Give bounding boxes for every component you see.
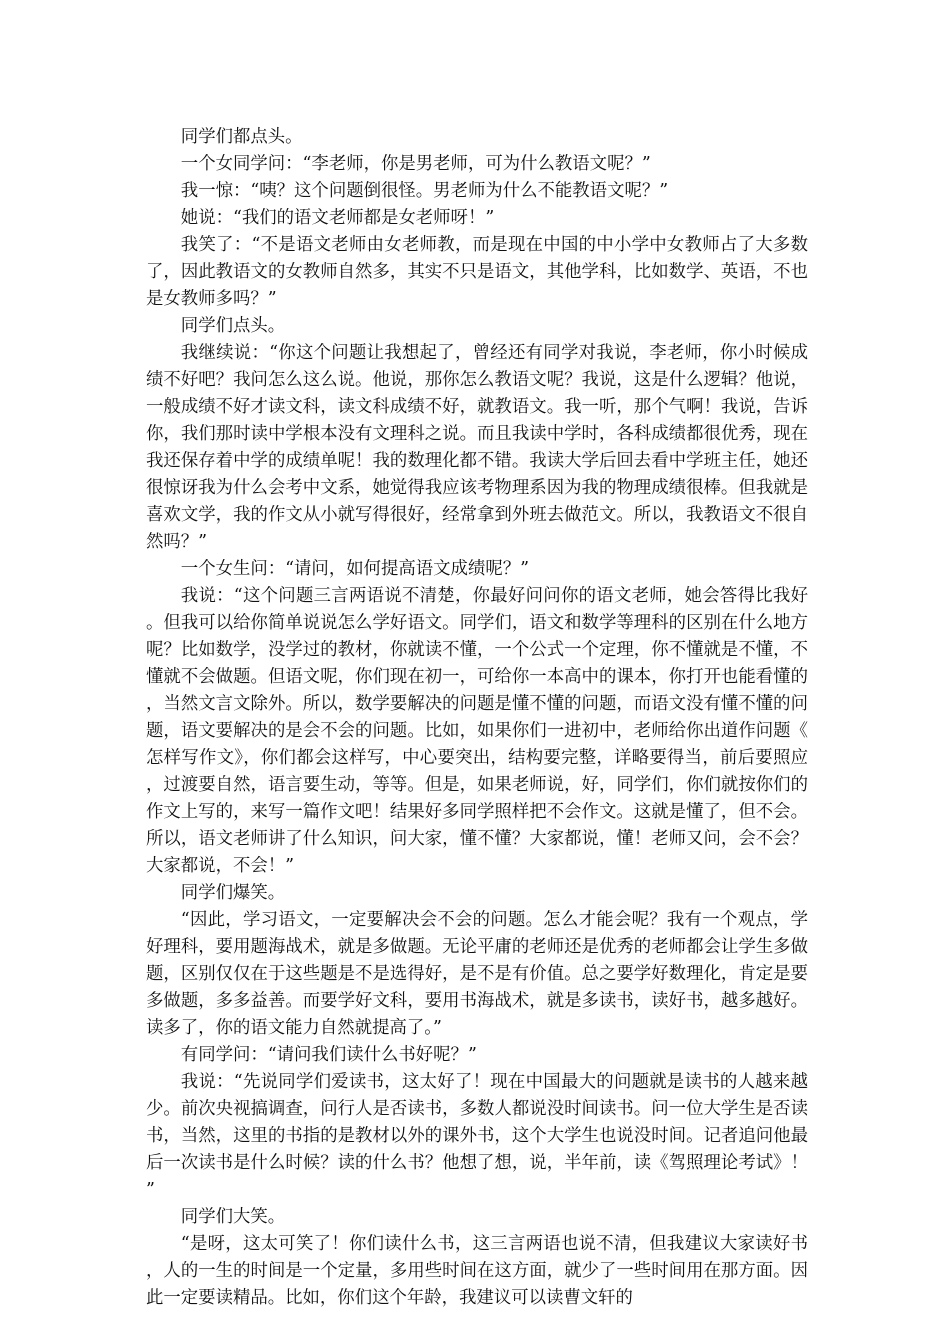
paragraph: “因此，学习语文，一定要解决会不会的问题。怎么才能会呢？我有一个观点，学好理科，要用题海战术，就是多做题。无论平庸的老师还是优秀的老师都会让学生多做题，区别仅仅在于这些题是不是选得好，是不是有价值。总之要学好数理化，肯定是要多做题，多多益善。而要学好文科，要用书海战术，就是多读书，读好书，越多越好。读多了，你的语文能力自然就提高了。” xyxy=(146,910,808,1038)
paragraph: 同学们点头。 xyxy=(180,316,286,336)
paragraph: 有同学问：“请问我们读什么书好呢？” xyxy=(180,1045,477,1065)
paragraph: 我一惊：“咦？这个问题倒很怪。男老师为什么不能教语文呢？” xyxy=(180,181,669,201)
paragraph: 我继续说：“你这个问题让我想起了，曾经还有同学对我说，李老师，你小时候成绩不好吧？我问怎么这么说。他说，那你怎么教语文呢？我说，这是什么逻辑？他说，一般成绩不好才读文科，读文科成绩不好，就教语文。我一听，那个气啊！我说，告诉你，我们那时读中学根本没有文理科之说。而且我读中学时，各科成绩都很优秀，现在我还保存着中学的成绩单呢！我的数理化都不错。我读大学后回去看中学班主任，她还很惊讶我为什么会考中文系，她觉得我应该考物理系因为我的物理成绩很棒。但我就是喜欢文学，我的作文从小就写得很好，经常拿到外班去做范文。所以，我教语文不很自然吗？” xyxy=(146,343,808,552)
paragraph: 同学们爆笑。 xyxy=(180,883,286,903)
paragraph: 我说：“这个问题三言两语说不清楚，你最好问问你的语文老师，她会答得比我好。但我可以给你简单说说怎么学好语文。同学们，语文和数学等理科的区别在什么地方呢？比如数学，没学过的教材，你就读不懂，一个公式一个定理，你不懂就是不懂，不懂就不会做题。但语文呢，你们现在初一，可给你一本高中的课本，你打开也能看懂的，当然文言文除外。所以，数学要解决的问题是懂不懂的问题，而语文没有懂不懂的问题，语文要解决的是会不会的问题。比如，如果你们一进初中，老师给你出道作问题《怎样写作文》，你们都会这样写，中心要突出，结构要完整，详略要得当，前后要照应，过渡要自然，语言要生动，等等。但是，如果老师说，好，同学们，你们就按你们的作文上写的，来写一篇作文吧！结果好多同学照样把不会作文。这就是懂了，但不会。所以，语文老师讲了什么知识，问大家，懂不懂？大家都说，懂！老师又问，会不会？大家都说，不会！” xyxy=(146,586,808,876)
paragraph: 同学们大笑。 xyxy=(180,1207,286,1227)
paragraph: 一个女生问：“请问，如何提高语文成绩呢？” xyxy=(180,559,530,579)
paragraph: 同学们都点头。 xyxy=(180,127,303,147)
paragraph: “是呀，这太可笑了！你们读什么书，这三言两语也说不清，但我建议大家读好书，人的一生的时间是一个定量，多用些时间在这方面，就少了一些时间用在那方面。因此一定要读精品。比如，你们这个年龄，我建议可以读曹文轩的 xyxy=(146,1234,808,1308)
document-body xyxy=(146,124,808,1312)
paragraph: 她说：“我们的语文老师都是女老师呀！” xyxy=(180,208,495,228)
paragraph: 一个女同学问：“李老师，你是男老师，可为什么教语文呢？” xyxy=(180,154,651,174)
paragraph: 我笑了：“不是语文老师由女老师教，而是现在中国的中小学中女教师占了大多数了，因此教语文的女教师自然多，其实不只是语文，其他学科，比如数学、英语，不也是女教师多吗？” xyxy=(146,235,808,309)
paragraph: 我说：“先说同学们爱读书，这太好了！现在中国最大的问题就是读书的人越来越少。前次央视搞调查，问行人是否读书，多数人都说没时间读书。问一位大学生是否读书，当然，这里的书指的是教材以外的课外书，这个大学生也说没时间。记者追问他最后一次读书是什么时候？读的什么书？他想了想，说，半年前，读《驾照理论考试》！” xyxy=(146,1072,808,1200)
